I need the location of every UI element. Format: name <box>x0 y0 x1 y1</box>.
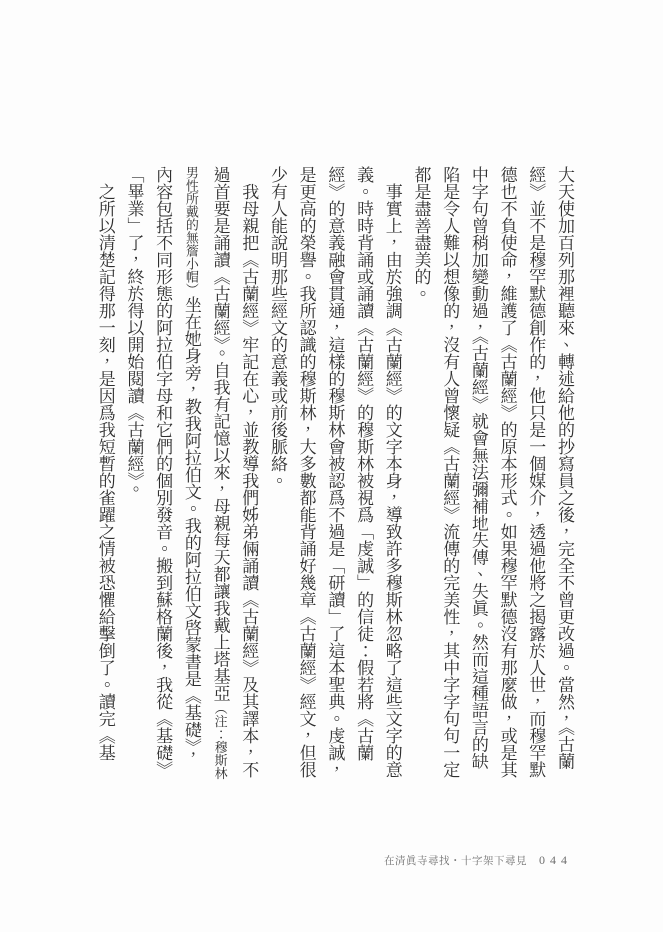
running-title: 在清眞寺尋找・十字架下尋見 <box>384 856 527 867</box>
paragraph-continued: 大天使加百列那裡聽來、轉述給他的抄寫員之後，完全不曾更改過。當然，《古蘭經》並不是穆罕默德創作的，他只是一個媒介，透過他將之揭露於人世，而穆罕默德也不負使命，維護了《古蘭經》的原本形式。如果穆罕默德沒有那麼做，或是其中字句曾稍加變動過，《古蘭經》就會無法彌補地失傳、失眞。然而這種語言的缺陷是令人難以想像的，沒有人曾懷疑《古蘭經》流傳的完美性，其中字字句句一定都是盡善盡美的。 <box>411 166 574 778</box>
paragraph: 事實上，由於強調《古蘭經》的文字本身，導致許多穆斯林忽略了這些文字的意義。時時背誦或誦讀《古蘭經》的穆斯林被視爲「虔誠」的信徒：假若將《古蘭經》的意義融會貫通，這樣的穆斯林會被認爲不過是「研讀」了這本聖典。虔誠，是更高的榮譽。我所認識的穆斯林，大多數都能背誦好幾章《古蘭經》經文，但很少有人能說明那些經文的意義或前後脈絡。 <box>267 166 402 778</box>
page-number: 044 <box>539 853 572 867</box>
paragraph-text: 我母親把《古蘭經》牢記在心，並教導我們姊弟倆誦讀《古蘭經》及其譯本，不過首要是誦讀《古蘭經》。自我有記憶以來，母親每天都讓我戴上塔基亞 <box>210 166 259 778</box>
paragraph-text: 坐在她身旁，教我阿拉伯文。我的阿拉伯文啓蒙書是《基礎》，內容包括不同形態的阿拉伯字母和它們的個別發音。搬到蘇格蘭後，我從《基礎》「畢業」了，終於得以開始閱讀《古蘭經》。 <box>124 166 201 778</box>
page-footer <box>384 853 572 868</box>
paragraph-with-annotation <box>119 166 263 780</box>
body-text <box>90 166 578 780</box>
inline-annotation: （注：穆斯林男性所戴的無簷小帽） <box>183 166 228 780</box>
paragraph: 之所以清楚記得那一刻，是因爲我短暫的雀躍之情被恐懼給擊倒了。讀完《基 <box>95 183 115 761</box>
